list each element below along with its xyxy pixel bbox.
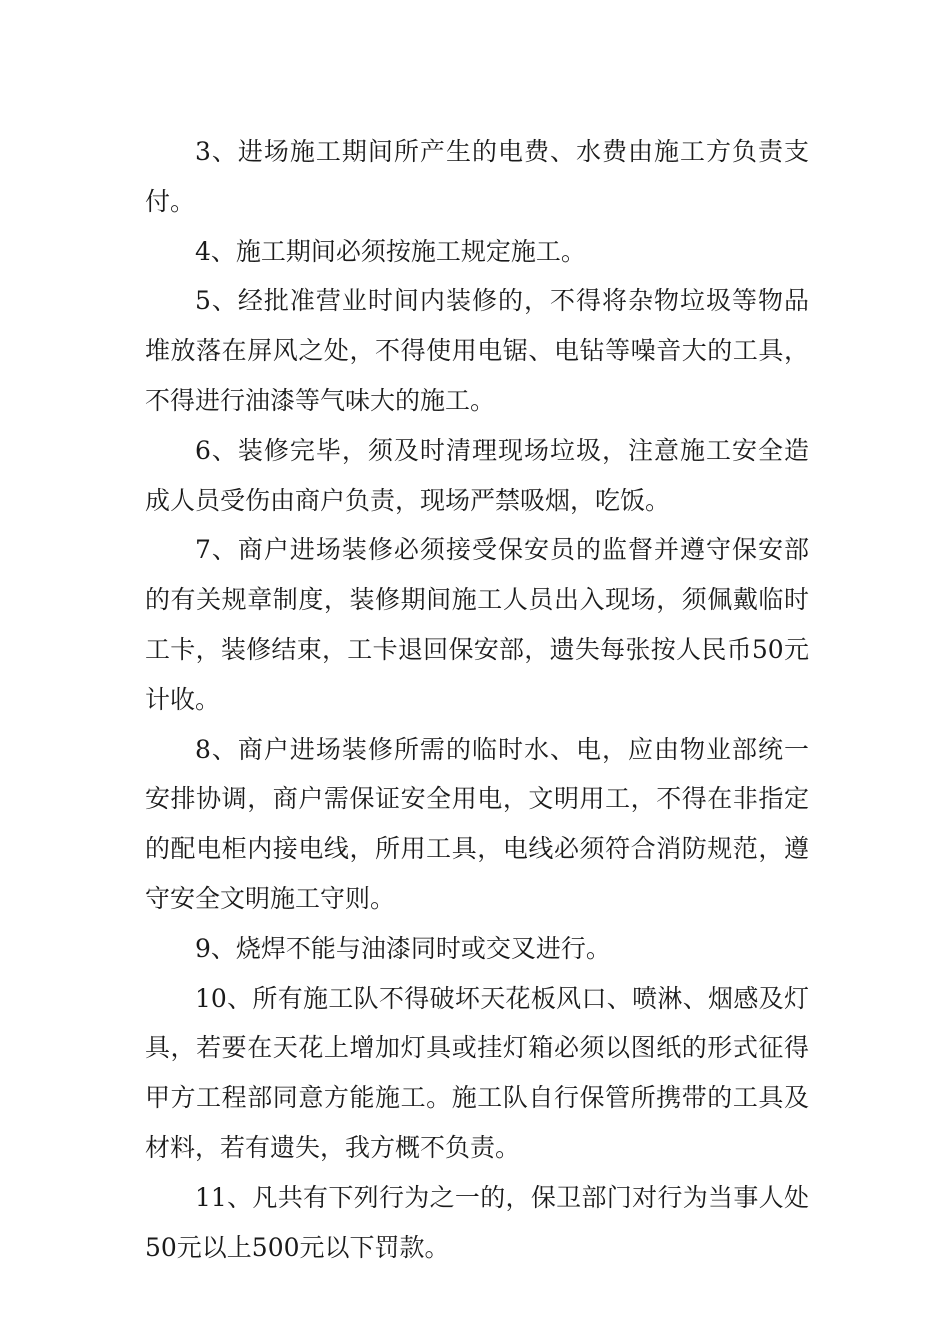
paragraph-6: 6、装修完毕，须及时清理现场垃圾，注意施工安全造成人员受伤由商户负责，现场严禁吸烟，吃饭。	[145, 435, 809, 515]
paragraph-10: 10、所有施工队不得破坏天花板风口、喷淋、烟感及灯具，若要在天花上增加灯具或挂灯箱必须以图纸的形式征得甲方工程部同意方能施工。施工队自行保管所携带的工具及材料，若有遗失，我方概不负责。	[145, 983, 809, 1162]
paragraph-9: 9、烧焊不能与油漆同时或交叉进行。	[195, 933, 611, 963]
paragraph-5: 5、经批准营业时间内装修的，不得将杂物垃圾等物品堆放落在屏风之处，不得使用电锯、电钻等噪音大的工具，不得进行油漆等气味大的施工。	[145, 286, 809, 415]
paragraph-3: 3、进场施工期间所产生的电费、水费由施工方负责支付。	[145, 137, 809, 216]
paragraph-8: 8、商户进场装修所需的临时水、电，应由物业部统一安排协调，商户需保证安全用电，文明用工，不得在非指定的配电柜内接电线，所用工具，电线必须符合消防规范，遵守安全文明施工守则。	[145, 734, 809, 913]
document-body	[145, 127, 809, 1272]
paragraph-11: 11、凡共有下列行为之一的，保卫部门对行为当事人处50元以上500元以下罚款。	[145, 1182, 809, 1262]
paragraph-4: 4、施工期间必须按施工规定施工。	[195, 236, 586, 266]
paragraph-7: 7、商户进场装修必须接受保安员的监督并遵守保安部的有关规章制度，装修期间施工人员出入现场，须佩戴临时工卡，装修结束，工卡退回保安部，遗失每张按人民币50元计收。	[145, 535, 809, 714]
